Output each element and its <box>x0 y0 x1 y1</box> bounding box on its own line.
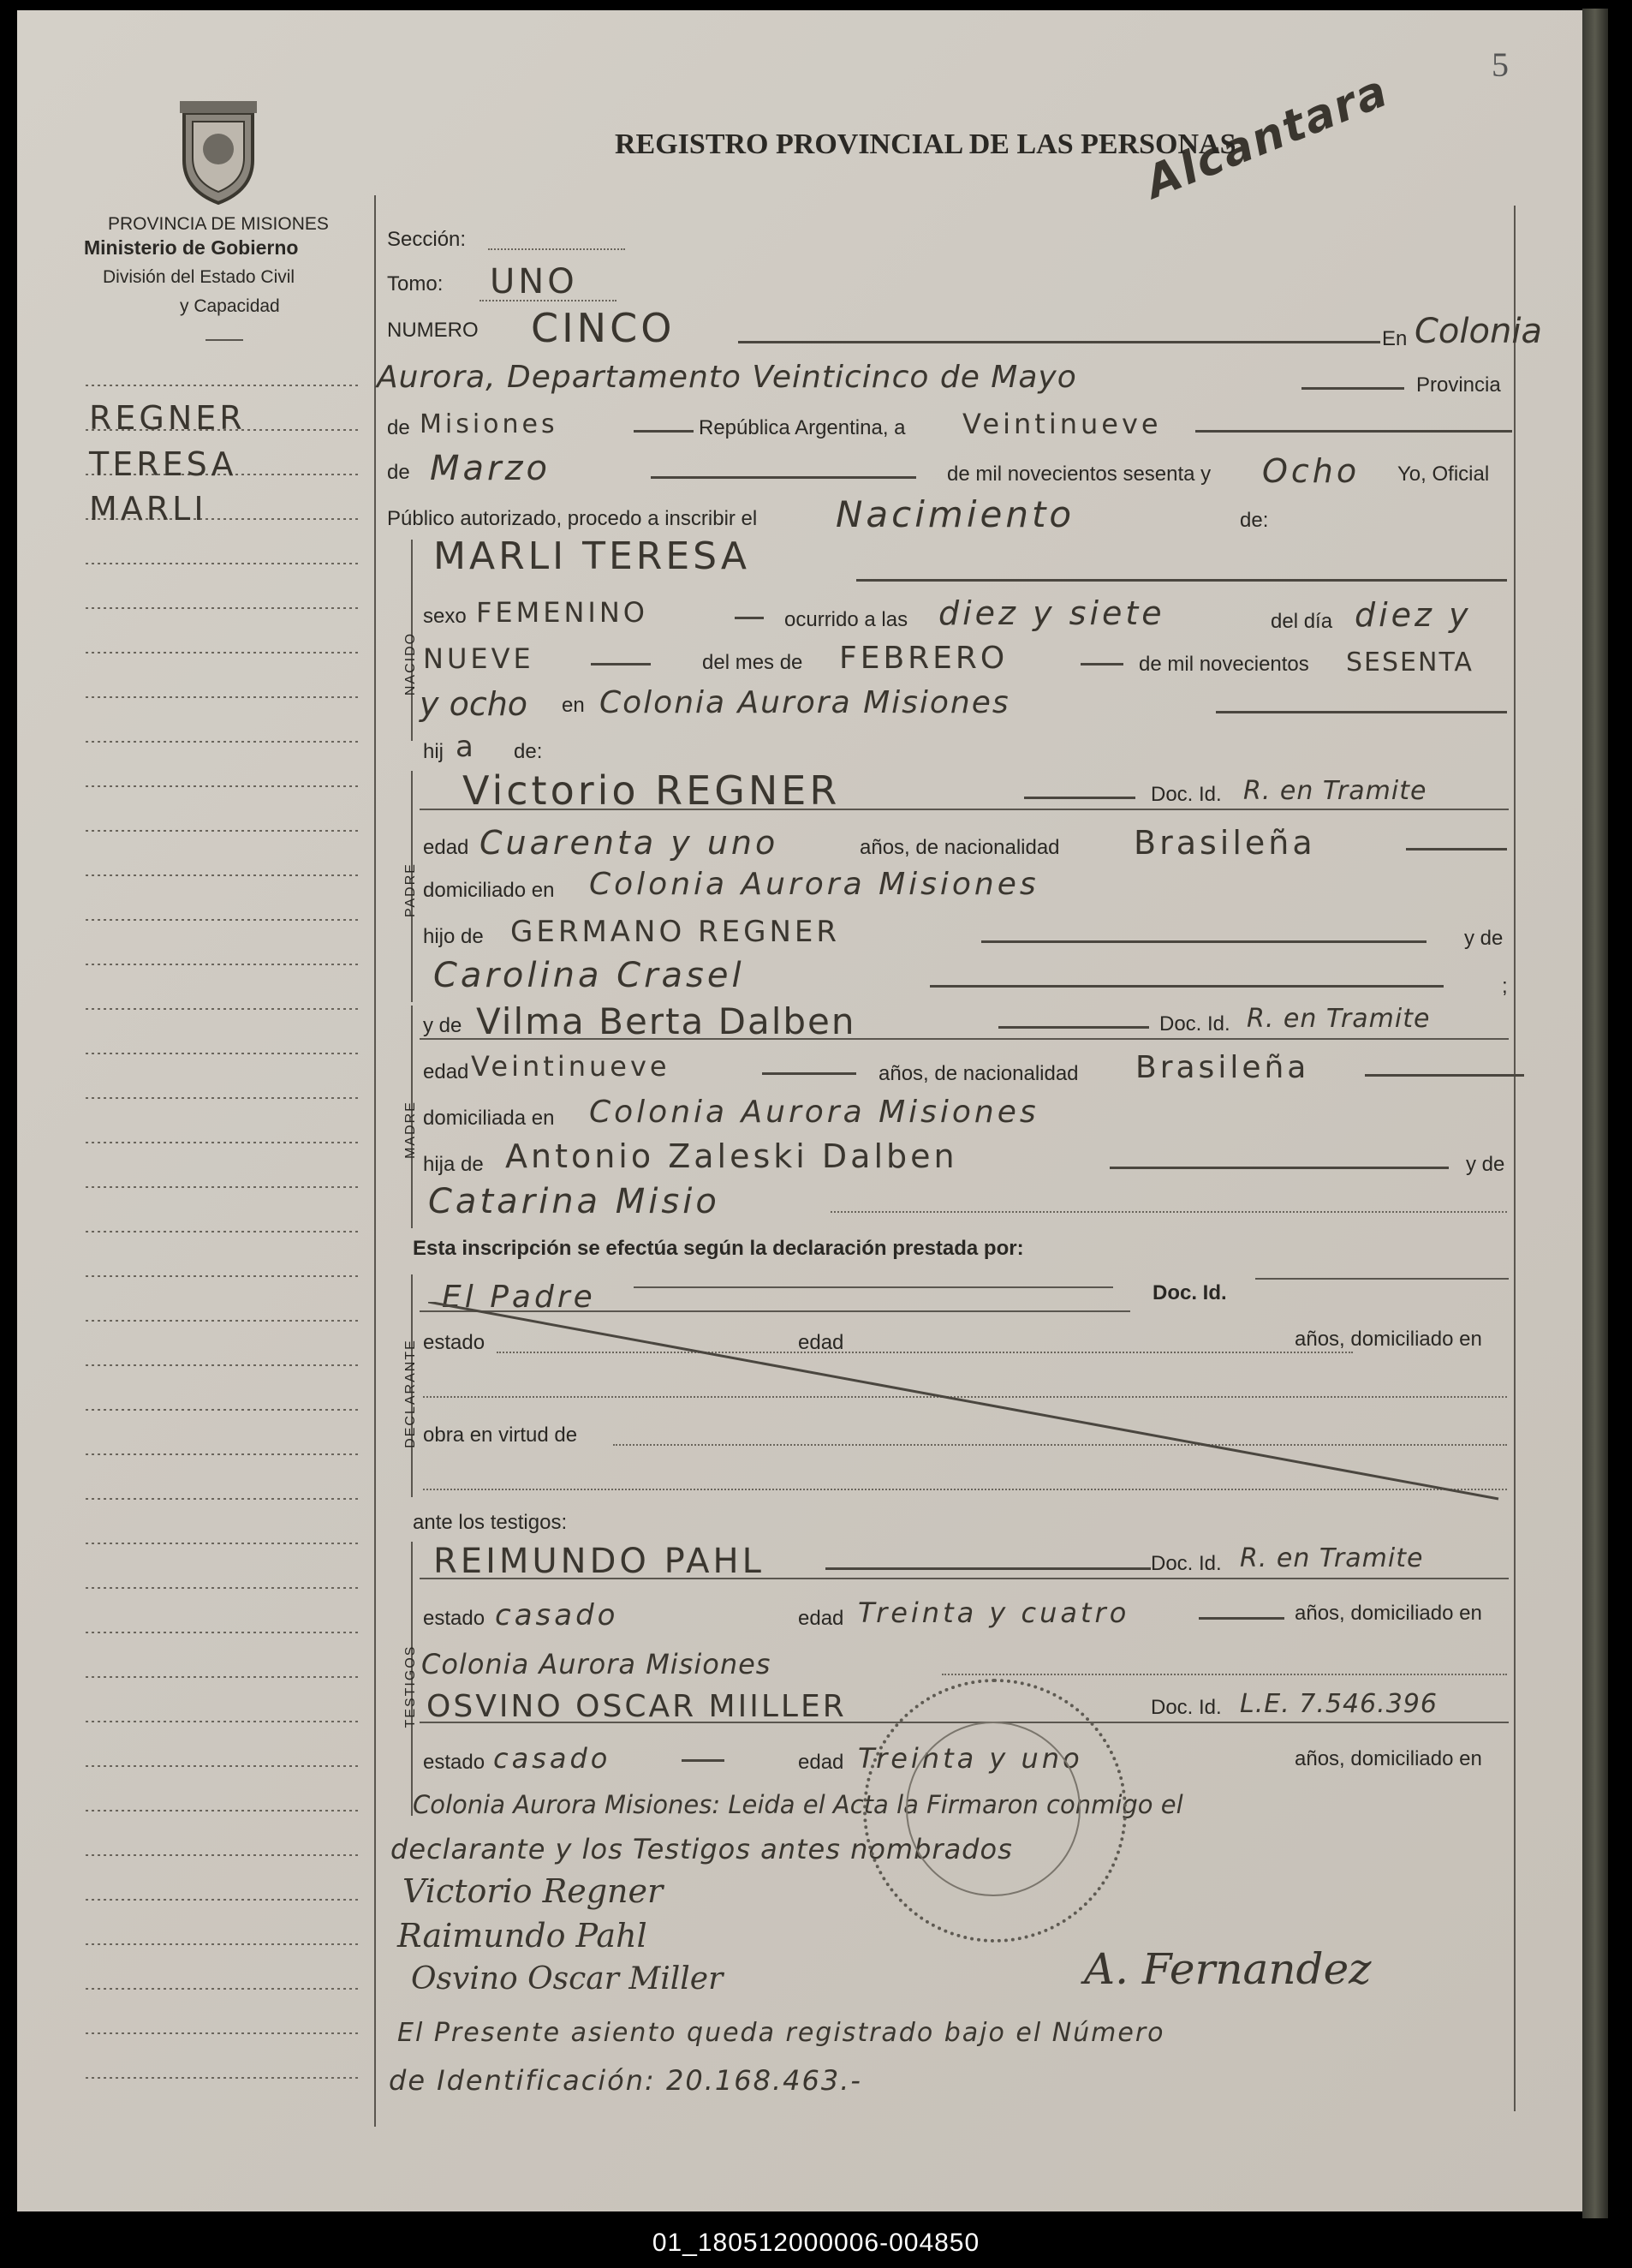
section-padre: PADRE <box>403 862 418 917</box>
value-provincia: Misiones <box>420 409 558 439</box>
label-padre-hijo-de: hijo de <box>423 925 484 948</box>
rule-testigo1-top <box>420 1578 1509 1579</box>
signature-raimundo: Raimundo Pahl <box>397 1917 647 1955</box>
label-madre-anos: años, de nacionalidad <box>879 1062 1079 1085</box>
label-madre-hija-de: hija de <box>423 1153 484 1176</box>
value-madre-nombre: Vilma Berta Dalben <box>476 1000 856 1042</box>
value-place-line: Aurora, Departamento Veinticinco de Mayo <box>377 360 1077 395</box>
signature-top: Alcantara <box>1138 65 1397 209</box>
value-testigo2-doc: L.E. 7.546.396 <box>1240 1689 1438 1719</box>
value-madre-nac: Brasileña <box>1135 1050 1310 1085</box>
line-padre-hijo-de <box>981 940 1427 943</box>
label-semicolon: ; <box>1502 975 1508 998</box>
line-padre-y-de <box>930 985 1444 988</box>
label-de-hij: de: <box>514 740 543 763</box>
value-nombre: MARLI TERESA <box>433 534 751 578</box>
label-testigo2-edad: edad <box>798 1751 844 1774</box>
line-dia-nac-b <box>591 663 651 665</box>
margin-surname: REGNER <box>89 399 246 437</box>
value-padre-nac: Brasileña <box>1134 824 1316 862</box>
value-madre-y-de: Catarina Misio <box>428 1182 720 1221</box>
rule-declarante-name <box>634 1286 1113 1288</box>
line-testigo1 <box>825 1567 1151 1570</box>
value-hora: diez y siete <box>938 594 1165 632</box>
value-en-place: Colonia <box>1415 312 1542 351</box>
rule-madre-top <box>420 1038 1509 1040</box>
header-division: División del Estado Civil <box>103 267 295 287</box>
value-numero: CINCO <box>531 305 676 351</box>
label-madre-doc: Doc. Id. <box>1159 1012 1230 1036</box>
province-emblem <box>171 96 265 207</box>
line-madre-nac <box>1365 1074 1524 1077</box>
line-numero <box>738 341 1380 343</box>
line-testigo1-edad <box>1199 1617 1284 1620</box>
value-lugar-nac: Colonia Aurora Misiones <box>599 685 1010 720</box>
line-sexo <box>735 617 764 619</box>
value-testigo1-dom: Colonia Aurora Misiones <box>421 1648 771 1680</box>
label-ante-testigos: ante los testigos: <box>413 1511 568 1534</box>
value-testigo2: OSVINO OSCAR MIILLER <box>426 1689 847 1724</box>
label-de-2: de <box>387 461 410 484</box>
line-madre-y-de <box>831 1211 1507 1213</box>
label-padre-doc: Doc. Id. <box>1151 783 1222 806</box>
header-capacity: y Capacidad <box>180 296 280 316</box>
label-de-mil-sesenta: de mil novecientos sesenta y <box>947 463 1212 486</box>
line-dia <box>1195 430 1512 433</box>
value-closing: declarante y los Testigos antes nombrados <box>390 1833 1013 1865</box>
label-provincia: Provincia <box>1416 373 1501 397</box>
value-testigo1-doc: R. en Tramite <box>1240 1543 1424 1573</box>
label-declarante-anos: años, domiciliado en <box>1295 1328 1482 1351</box>
value-dia: Veintinueve <box>962 408 1162 440</box>
label-testigo1-edad: edad <box>798 1607 844 1630</box>
margin-name-1: MARLI <box>89 490 207 528</box>
value-testigo2-dom: Colonia Aurora Misiones: Leida el Acta la Firmaron conmigo el <box>413 1790 1183 1819</box>
value-padre-dom: Colonia Aurora Misiones <box>589 867 1039 902</box>
section-declarante: DECLARANTE <box>403 1339 418 1448</box>
line-madre-nombre <box>998 1026 1149 1029</box>
label-de-colon: de: <box>1240 509 1269 532</box>
official-stamp-inner <box>906 1722 1081 1896</box>
value-tomo: UNO <box>490 262 578 301</box>
value-hij-suffix: a <box>456 730 477 764</box>
footer-id: 01_180512000006-004850 <box>652 2229 980 2257</box>
label-declaracion: Esta inscripción se efectúa según la declaración prestada por: <box>413 1237 1024 1260</box>
label-madre-y-de-2: y de <box>1466 1153 1505 1176</box>
line-tomo <box>479 300 616 301</box>
line-testigo2-estado <box>682 1759 724 1762</box>
label-padre-dom: domiciliado en <box>423 879 555 902</box>
line-seccion <box>488 248 625 250</box>
margin-lines <box>86 360 368 2124</box>
value-testigo1-edad: Treinta y cuatro <box>858 1597 1130 1629</box>
line-mes <box>651 476 916 479</box>
label-yo-oficial: Yo, Oficial <box>1397 463 1490 486</box>
value-anio-nac-a: SESENTA <box>1346 648 1474 677</box>
line-padre-nac <box>1406 848 1507 850</box>
label-del-mes: del mes de <box>702 651 803 674</box>
value-madre-doc: R. en Tramite <box>1247 1004 1431 1034</box>
label-padre-y-de: y de <box>1464 927 1504 950</box>
label-declarante-estado: estado <box>423 1331 485 1354</box>
line-nombre <box>856 579 1507 582</box>
label-madre-y-de: y de <box>423 1014 462 1037</box>
declarante-void-stroke <box>428 1302 1507 1507</box>
value-dia-nac-a: diez y <box>1355 596 1472 634</box>
value-declarante: El Padre <box>442 1280 596 1315</box>
label-del-dia: del día <box>1271 610 1333 633</box>
line-provincia <box>634 430 694 433</box>
note-line-1: El Presente asiento queda registrado bajo el Número <box>397 2018 1165 2048</box>
value-madre-edad: Veintinueve <box>471 1050 670 1083</box>
margin-divider <box>374 195 376 2127</box>
line-madre-edad <box>762 1072 856 1075</box>
label-testigo2-anos: años, domiciliado en <box>1295 1747 1482 1770</box>
label-testigo2-doc: Doc. Id. <box>1151 1696 1222 1719</box>
value-anio-nac-b: y ocho <box>420 685 528 723</box>
label-republica: República Argentina, a <box>699 416 906 439</box>
signature-osvino: Osvino Oscar Miller <box>411 1961 724 1996</box>
label-declarante-doc: Doc. Id. <box>1153 1281 1227 1304</box>
section-madre: MADRE <box>403 1101 418 1159</box>
label-de-1: de <box>387 416 410 439</box>
label-en: En <box>1382 327 1408 350</box>
label-hij: hij <box>423 740 444 763</box>
label-padre-anos: años, de nacionalidad <box>860 836 1060 859</box>
label-seccion: Sección: <box>387 228 467 251</box>
label-testigo2-estado: estado <box>423 1751 485 1774</box>
value-padre-y-de: Carolina Crasel <box>433 956 745 995</box>
rule-declarante-doc <box>1255 1278 1509 1280</box>
value-sexo: FEMENINO <box>476 596 648 629</box>
header-ministry: Ministerio de Gobierno <box>84 236 299 259</box>
margin-name-2: TERESA <box>89 445 237 483</box>
value-padre-doc: R. en Tramite <box>1243 776 1427 806</box>
book-binding-edge <box>1582 9 1608 2218</box>
rule-padre-top <box>420 809 1509 810</box>
label-numero: NUMERO <box>387 319 479 342</box>
label-de-mil: de mil novecientos <box>1139 653 1309 676</box>
value-mes-nac: FEBRERO <box>839 641 1009 676</box>
value-padre-hijo-de: GERMANO REGNER <box>510 915 841 949</box>
label-testigo1-doc: Doc. Id. <box>1151 1552 1222 1575</box>
label-declarante-obra: obra en virtud de <box>423 1423 578 1447</box>
value-madre-dom: Colonia Aurora Misiones <box>589 1095 1039 1130</box>
section-testigos: TESTIGOS <box>403 1644 418 1728</box>
value-madre-hija-de: Antonio Zaleski Dalben <box>505 1137 958 1175</box>
page-number: 5 <box>1492 45 1509 84</box>
label-padre-edad: edad <box>423 836 469 859</box>
label-tomo: Tomo: <box>387 272 444 295</box>
line-madre-hija-de <box>1110 1167 1449 1169</box>
section-nacido: NACIDO <box>403 631 418 696</box>
label-ocurrido: ocurrido a las <box>784 608 908 631</box>
line-padre-nombre <box>1024 797 1135 799</box>
value-anio: Ocho <box>1262 452 1361 490</box>
label-testigo1-estado: estado <box>423 1607 485 1630</box>
document-title: REGISTRO PROVINCIAL DE LAS PERSONAS <box>615 128 1236 160</box>
value-dia-nac-b: NUEVE <box>423 642 534 675</box>
value-testigo2-edad: Treinta y uno <box>858 1742 1083 1775</box>
label-madre-edad: edad <box>423 1060 469 1083</box>
value-padre-nombre: Victorio REGNER <box>462 767 841 814</box>
header-rule <box>205 339 243 341</box>
label-madre-dom: domiciliada en <box>423 1107 555 1130</box>
signature-victorio: Victorio Regner <box>402 1872 664 1910</box>
value-testigo1: REIMUNDO PAHL <box>433 1542 765 1581</box>
value-padre-edad: Cuarenta y uno <box>479 824 779 862</box>
label-testigo1-anos: años, domiciliado en <box>1295 1602 1482 1625</box>
line-lugar-nac <box>1216 711 1507 713</box>
label-en-small: en <box>562 694 585 717</box>
header-province: PROVINCIA DE MISIONES <box>108 214 329 234</box>
note-line-2: de Identificación: 20.168.463.- <box>389 2064 862 2097</box>
label-publico: Público autorizado, procedo a inscribir el <box>387 507 758 530</box>
label-declarante-edad: edad <box>798 1331 844 1354</box>
line-place <box>1301 387 1404 390</box>
label-sexo: sexo <box>423 605 467 628</box>
right-border <box>1514 206 1516 2111</box>
line-testigo1-dom <box>942 1674 1507 1675</box>
value-mes: Marzo <box>430 449 551 488</box>
value-acto: Nacimiento <box>836 493 1075 535</box>
line-mes-nac <box>1081 663 1123 665</box>
value-testigo1-estado: casado <box>495 1598 619 1632</box>
value-testigo2-estado: casado <box>493 1742 611 1775</box>
signature-oficial: A. Fernandez <box>1084 1944 1372 1994</box>
